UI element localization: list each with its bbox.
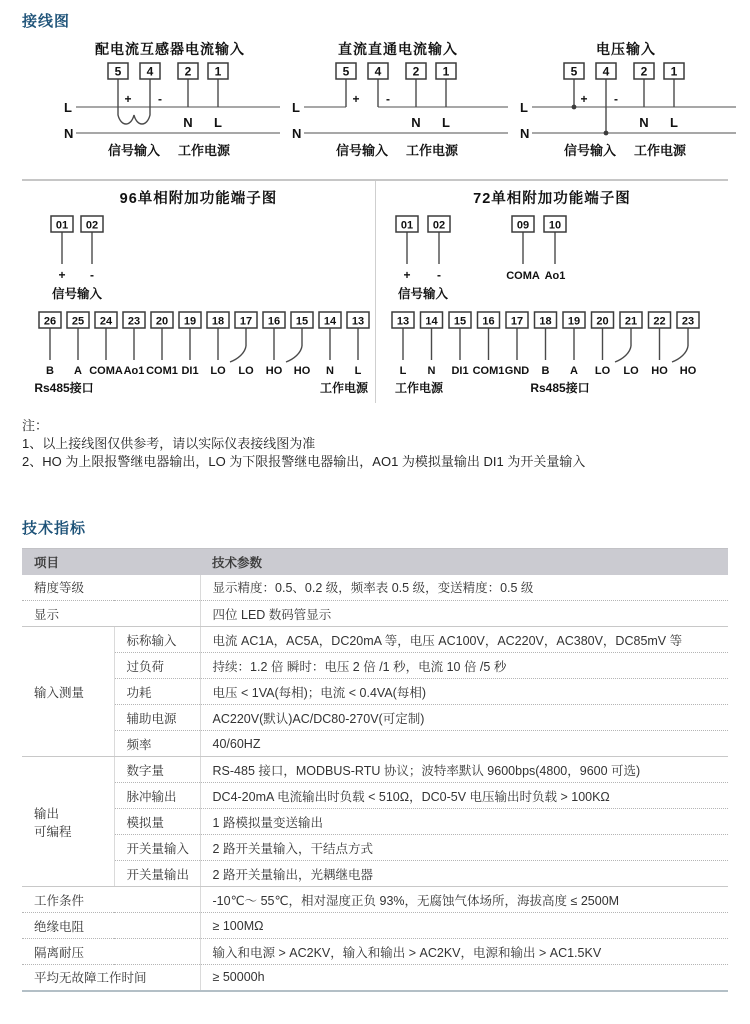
bottom-terminal-boxes [392, 312, 699, 328]
group-label-line: 可编程 [34, 824, 72, 839]
relay-contact [615, 346, 631, 362]
row-group-label: 输入测量 [22, 627, 114, 757]
terminal-diagram-96 [22, 181, 375, 403]
svg-text:N: N [639, 115, 649, 130]
wiring-diagram-dc [284, 39, 512, 179]
svg-text:工作电源: 工作电源 [177, 143, 231, 158]
row-sublabel: 功耗 [114, 679, 200, 705]
svg-text:2: 2 [184, 64, 192, 79]
svg-text:1: 1 [442, 64, 450, 79]
tech-section-title: 技术指标 [22, 520, 87, 537]
svg-text:10: 10 [548, 219, 562, 232]
svg-text:02: 02 [432, 219, 446, 232]
ct-loop [118, 79, 150, 124]
svg-text:GND: GND [504, 365, 530, 377]
svg-text:21: 21 [624, 315, 638, 328]
top-labels [398, 268, 565, 301]
svg-text:4: 4 [602, 64, 610, 79]
svg-text:LO: LO [623, 365, 639, 377]
table-row [22, 861, 728, 887]
svg-text:Rs485接口: Rs485接口 [530, 381, 590, 395]
col-header-item: 项目 [22, 549, 200, 575]
row-value: 显示精度：0.5、0.2 级，频率表 0.5 级，变送精度：0.5 级 [200, 575, 728, 601]
svg-text:+: + [124, 92, 132, 106]
diagram-title: 直流直通电流输入 [338, 41, 458, 57]
table-row [22, 731, 728, 757]
svg-text:+: + [57, 268, 66, 282]
bottom-labels [395, 365, 697, 395]
svg-text:1: 1 [670, 64, 678, 79]
table-row [22, 809, 728, 835]
diagram-title: 配电流互感器电流输入 [95, 41, 245, 57]
row-value: AC220V(默认)AC/DC80-270V(可定制) [200, 705, 728, 731]
top-terminal-boxes [51, 216, 103, 232]
svg-text:+: + [403, 268, 411, 282]
terminal-boxes [564, 63, 684, 79]
wires [346, 79, 446, 107]
svg-text:LO: LO [237, 365, 254, 377]
row-value: 输入和电源 > AC2KV，输入和输出 > AC2KV，电源和输出 > AC1.5KV [200, 939, 728, 965]
row-sublabel: 过负荷 [114, 653, 200, 679]
svg-text:1: 1 [214, 64, 222, 79]
row-value: 四位 LED 数码管显示 [200, 601, 728, 627]
row-value: 1 路模拟量变送输出 [200, 809, 728, 835]
svg-text:16: 16 [482, 315, 495, 328]
terminal-96-svg [24, 212, 374, 404]
note-line: 1、以上接线图仅供参考，请以实际仪表接线图为准 [22, 436, 316, 451]
svg-text:L: L [520, 100, 528, 115]
svg-text:LO: LO [209, 365, 226, 377]
voltage-wiring-svg [512, 61, 740, 171]
row-label: 绝缘电阻 [22, 913, 200, 939]
note-line: 2、HO 为上限报警继电器输出，LO 为下限报警继电器输出，AO1 为模拟量输出 DI1 为开关量输入 [22, 454, 586, 469]
svg-text:2: 2 [412, 64, 420, 79]
svg-text:COMA: COMA [506, 270, 540, 282]
svg-text:17: 17 [239, 315, 252, 328]
svg-text:信号输入: 信号输入 [51, 287, 102, 301]
spec-header-row [22, 549, 728, 575]
svg-text:26: 26 [43, 315, 56, 328]
row-value: ≥ 50000h [200, 965, 728, 991]
svg-text:5: 5 [114, 64, 122, 79]
svg-text:18: 18 [539, 315, 552, 328]
svg-text:N: N [520, 126, 530, 141]
svg-text:15: 15 [295, 315, 308, 328]
row-label: 隔离耐压 [22, 939, 200, 965]
terminal-diagrams-row [22, 181, 728, 403]
labels [520, 92, 687, 158]
top-labels [51, 268, 102, 301]
table-row [22, 757, 728, 783]
row-value: 电流 AC1A，AC5A，DC20mA 等，电压 AC100V，AC220V，AC380V，DC85mV 等 [200, 627, 728, 653]
row-value: ≥ 100MΩ [200, 913, 728, 939]
svg-text:COM1: COM1 [145, 365, 178, 377]
svg-text:-: - [437, 268, 441, 282]
row-sublabel: 模拟量 [114, 809, 200, 835]
svg-text:DI1: DI1 [451, 365, 469, 377]
svg-text:COM1: COM1 [472, 365, 505, 377]
row-value: DC4-20mA 电流输出时负载 < 510Ω，DC0-5V 电压输出时负载 > 100KΩ [200, 783, 728, 809]
svg-text:16: 16 [267, 315, 280, 328]
table-row [22, 887, 728, 913]
row-value: 电压 < 1VA(每相)；电流 < 0.4VA(每相) [200, 679, 728, 705]
labels [64, 92, 231, 158]
row-label: 工作条件 [22, 887, 200, 913]
svg-text:15: 15 [453, 315, 467, 328]
relay-contact [672, 346, 688, 362]
wires [574, 79, 674, 133]
terminal-boxes [336, 63, 456, 79]
svg-text:HO: HO [651, 365, 668, 377]
row-group-label [22, 757, 114, 887]
svg-text:01: 01 [400, 219, 414, 232]
row-sublabel: 标称输入 [114, 627, 200, 653]
row-label: 显示 [22, 601, 200, 627]
top-terminal-boxes [396, 216, 566, 232]
svg-text:LO: LO [594, 365, 611, 377]
svg-text:2: 2 [640, 64, 648, 79]
svg-text:19: 19 [567, 315, 581, 328]
svg-text:+: + [580, 92, 588, 106]
terminal-boxes [108, 63, 228, 79]
svg-text:HO: HO [265, 365, 282, 377]
svg-text:4: 4 [146, 64, 154, 79]
table-row [22, 835, 728, 861]
row-value: 2 路开关量输入，干结点方式 [200, 835, 728, 861]
wiring-section-title: 接线图 [22, 13, 71, 30]
svg-text:工作电源: 工作电源 [633, 143, 687, 158]
wiring-diagram-ct [56, 39, 284, 179]
svg-text:-: - [158, 92, 162, 106]
row-value: 40/60HZ [200, 731, 728, 757]
power-lines [76, 107, 280, 133]
diagram-title: 72单相附加功能端子图 [473, 191, 631, 207]
svg-text:22: 22 [653, 315, 666, 328]
svg-text:信号输入: 信号输入 [563, 143, 617, 158]
svg-text:DI1: DI1 [180, 365, 199, 377]
svg-text:4: 4 [374, 64, 382, 79]
notes-block [22, 417, 728, 471]
svg-text:B: B [541, 365, 550, 377]
svg-text:工作电源: 工作电源 [405, 143, 459, 158]
relay-contact [286, 346, 302, 362]
row-label: 平均无故障工作时间 [22, 965, 200, 991]
svg-text:L: L [670, 115, 678, 130]
dc-wiring-svg [284, 61, 512, 171]
bottom-terminal-boxes [39, 312, 369, 328]
row-sublabel: 脉冲输出 [114, 783, 200, 809]
svg-text:25: 25 [71, 315, 84, 328]
svg-text:A: A [570, 365, 578, 377]
wires [118, 79, 218, 124]
svg-text:17: 17 [510, 315, 524, 328]
svg-text:L: L [354, 365, 361, 377]
svg-text:14: 14 [425, 315, 438, 328]
svg-text:5: 5 [342, 64, 350, 79]
bottom-labels [34, 365, 369, 395]
svg-text:工作电源: 工作电源 [394, 381, 444, 395]
svg-text:23: 23 [127, 315, 140, 328]
table-row [22, 913, 728, 939]
svg-text:Ao1: Ao1 [544, 270, 566, 282]
wiring-diagrams-row [22, 31, 728, 179]
row-sublabel: 开关量输出 [114, 861, 200, 887]
svg-text:N: N [427, 365, 436, 377]
terminal-diagram-72 [375, 181, 728, 403]
svg-text:24: 24 [99, 315, 112, 328]
power-lines [304, 107, 508, 133]
svg-text:20: 20 [155, 315, 168, 328]
svg-text:14: 14 [323, 315, 336, 328]
svg-text:02: 02 [85, 219, 98, 232]
svg-text:信号输入: 信号输入 [397, 287, 449, 301]
spec-table [22, 548, 728, 992]
table-row [22, 601, 728, 627]
relay-contact [230, 346, 246, 362]
svg-text:Rs485接口: Rs485接口 [33, 381, 94, 395]
wiring-diagram-voltage [512, 39, 740, 179]
table-row [22, 653, 728, 679]
svg-text:N: N [292, 126, 302, 141]
svg-text:N: N [183, 115, 193, 130]
table-row [22, 965, 728, 991]
labels [292, 92, 459, 158]
svg-text:-: - [89, 268, 94, 282]
svg-text:-: - [386, 92, 390, 106]
svg-text:09: 09 [516, 219, 530, 232]
notes-title: 注： [22, 418, 49, 433]
svg-text:A: A [73, 365, 82, 377]
svg-text:L: L [442, 115, 450, 130]
group-label-line: 输出 [34, 806, 60, 821]
svg-text:-: - [614, 92, 618, 106]
table-row [22, 679, 728, 705]
row-value: RS-485 接口，MODBUS-RTU 协议；波特率默认 9600bps(4800，9600 可选) [200, 757, 728, 783]
row-value: 2 路开关量输出，光耦继电器 [200, 861, 728, 887]
power-lines [532, 107, 736, 133]
table-row [22, 627, 728, 653]
svg-text:N: N [411, 115, 421, 130]
svg-text:信号输入: 信号输入 [107, 143, 161, 158]
svg-text:L: L [292, 100, 300, 115]
junction-dot [572, 105, 577, 110]
svg-text:COMA: COMA [88, 365, 123, 377]
svg-text:23: 23 [681, 315, 695, 328]
row-sublabel: 数字量 [114, 757, 200, 783]
terminal-72-svg [377, 212, 727, 404]
table-row [22, 705, 728, 731]
col-header-param: 技术参数 [200, 549, 728, 575]
svg-text:01: 01 [55, 219, 68, 232]
svg-text:N: N [64, 126, 74, 141]
svg-text:13: 13 [396, 315, 410, 328]
diagram-title: 电压输入 [596, 41, 656, 57]
svg-text:+: + [352, 92, 360, 106]
row-sublabel: 开关量输入 [114, 835, 200, 861]
table-row [22, 575, 728, 601]
svg-text:B: B [45, 365, 54, 377]
svg-text:HO: HO [679, 365, 697, 377]
row-value: 持续：1.2 倍 瞬时：电压 2 倍 /1 秒，电流 10 倍 /5 秒 [200, 653, 728, 679]
svg-text:L: L [214, 115, 222, 130]
svg-text:N: N [325, 365, 334, 377]
junction-dot [604, 131, 609, 136]
svg-text:18: 18 [211, 315, 224, 328]
row-label: 精度等级 [22, 575, 200, 601]
row-value: -10℃～ 55℃，相对湿度正负 93%，无腐蚀气体场所，海拔高度 ≤ 2500M [200, 887, 728, 913]
diagram-title: 96单相附加功能端子图 [119, 191, 278, 207]
svg-text:19: 19 [183, 315, 196, 328]
svg-text:L: L [64, 100, 72, 115]
table-row [22, 939, 728, 965]
svg-text:20: 20 [596, 315, 609, 328]
svg-text:Ao1: Ao1 [123, 365, 144, 377]
svg-text:13: 13 [351, 315, 364, 328]
table-row [22, 783, 728, 809]
svg-text:L: L [399, 365, 407, 377]
ct-wiring-svg [56, 61, 284, 171]
svg-text:工作电源: 工作电源 [319, 381, 368, 395]
row-sublabel: 辅助电源 [114, 705, 200, 731]
row-sublabel: 频率 [114, 731, 200, 757]
svg-text:5: 5 [570, 64, 578, 79]
svg-text:HO: HO [293, 365, 310, 377]
svg-text:信号输入: 信号输入 [335, 143, 389, 158]
